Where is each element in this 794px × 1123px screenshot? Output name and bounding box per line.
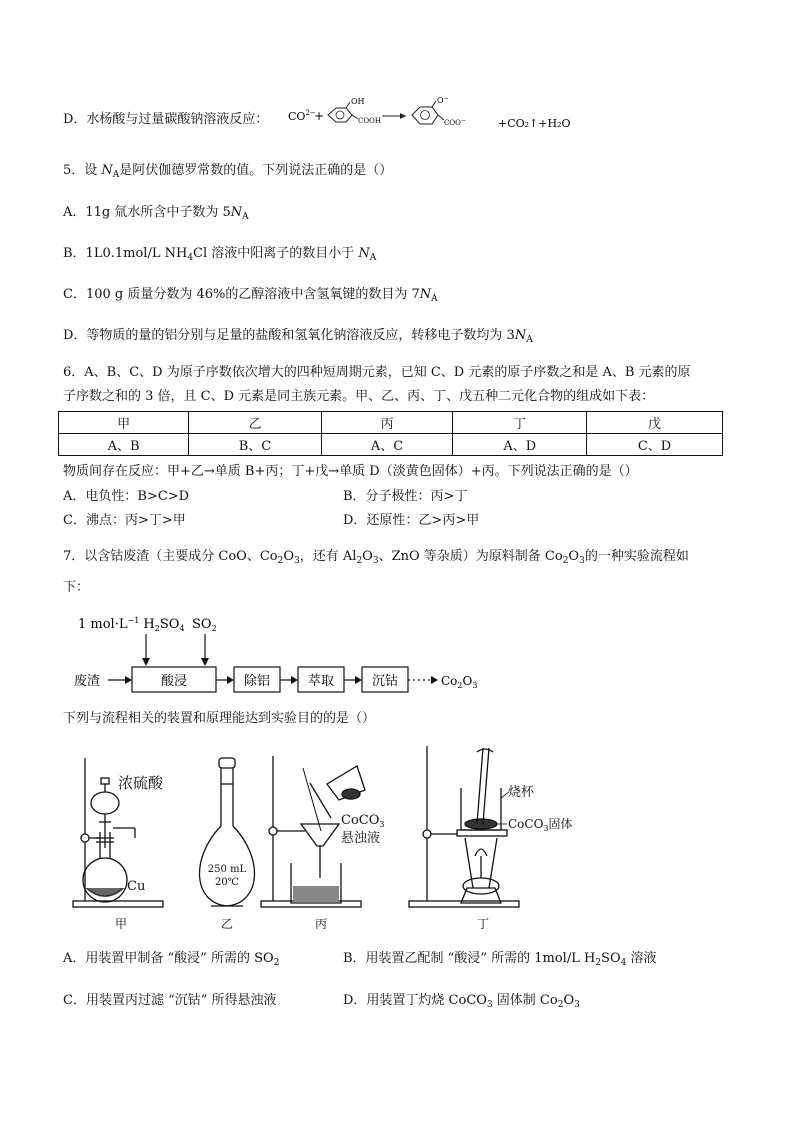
q6-stem-line1: 6．A、B、C、D 为原子序数依次增大的四种短周期元素，已知 C、D 元素的原子序数之和是 A、B 元素的原 [63,365,691,380]
svg-text:+: + [314,109,325,123]
table-cell: A、D [453,434,587,456]
svg-text:COO−: COO− [444,117,466,127]
flow-step-remove-al: 除铝 [243,674,271,689]
label-yi: 乙 [220,917,234,931]
q5-option-a: A．11g 氚水所含中子数为 $5N_A$ [63,205,249,222]
label-bing: 丙 [315,917,328,931]
q7-question: 下列与流程相关的装置和原理能达到实验目的的是（） [63,711,376,726]
q7-apparatus-figure [65,738,573,933]
flow-step-extraction: 萃取 [307,674,335,689]
label-coco3-suspension: CoCO$_3$ [341,813,385,829]
q7-option-d: D．用装置丁灼烧 CoCO$_3$ 固体制 $Co_2O_3$ [343,993,580,1010]
table-cell: B、C [189,434,321,456]
q6-option-a: A．电负性：B>C>D [63,489,190,504]
svg-text:COOH: COOH [358,117,381,125]
q7-option-c: C．用装置丙过滤 “沉钴” 所得悬浊液 [63,993,277,1008]
q5-option-b: B．1L0.1mol/L $NH_4Cl$ 溶液中阳离子的数目小于 $N_A$ [63,246,377,263]
q4-option-d: D．水杨酸与过量碳酸钠溶液反应： [63,112,269,127]
q7-option-b: B．用装置乙配制 “酸浸” 所需的 1mol/L $H_2SO_4$ 溶液 [343,951,657,968]
label-250ml: 250 mL [207,864,247,875]
table-header: 丁 [453,412,587,434]
svg-text:O−: O− [437,95,449,105]
q7-process-flowchart [70,610,510,700]
table-header-row [59,412,723,434]
q4-reaction-equation [286,94,586,136]
q6-stem-line2: 子序数之和的 3 倍，且 C、D 元素是同主族元素。甲、乙、丙、丁、戊五种二元化合物的组成如下表： [63,389,655,404]
table-header: 乙 [189,412,321,434]
flow-start-waste: 废渣 [74,674,101,689]
table-cell: C、D [587,434,723,456]
flow-reagent-acid: 1 $mol\cdot L^{-1}$ $H_2SO_4$ [78,616,185,633]
flow-product: $Co_2O_3$ [441,674,478,690]
table-header: 戊 [587,412,723,434]
label-beaker: 烧杯 [508,785,535,800]
label-ding: 丁 [477,917,490,931]
q6-compound-table [58,411,723,456]
q7-stem-line1: 7．以含钴废渣（主要成分 CoO、$Co_2O_3$，还有 $Al_2O_3$、ZnO 等杂质）为原料制备 $Co_2O_3$的一种实验流程如 [63,549,689,566]
flow-step-precipitate-co: 沉钴 [371,674,399,689]
flow-step-acid-leach: 酸浸 [160,674,188,689]
label-concentrated-h2so4: 浓硫酸 [118,774,164,792]
label-coco3-solid: CoCO$_3$固体 [508,817,573,833]
q7-stem-line2: 下： [63,580,90,595]
table-header: 甲 [59,412,189,434]
svg-text:CO2−: $CO^{2-}$ [288,109,316,123]
q6-option-d: D．还原性：乙>丙>甲 [343,513,480,528]
q5-option-c: C．100 g 质量分数为 46%的乙醇溶液中含氢氧键的数目为 $7N_A$ [63,287,438,304]
table-cell: A、B [59,434,189,456]
table-cell: A、C [321,434,453,456]
q7-option-a: A．用装置甲制备 “酸浸” 所需的 $SO_2$ [63,951,280,968]
q5-stem: 5．设 $N_A$是阿伏伽德罗常数的值。下列说法正确的是（） [63,163,393,180]
table-row [59,434,723,456]
svg-text:OH: OH [351,97,365,106]
svg-text:+CO₂↑+H₂O: +CO₂↑+H₂O [498,117,571,130]
q5-option-d: D．等物质的量的铝分别与足量的盐酸和氢氧化钠溶液反应，转移电子数均为 $3N_A$ [63,328,533,345]
q6-reaction-text: 物质间存在反应：甲+乙→单质 B+丙；丁+戊→单质 D（淡黄色固体）+丙。下列说法正确的是（） [63,464,638,479]
table-header: 丙 [321,412,453,434]
apparatus-ding [409,746,519,907]
q6-option-b: B．分子极性：丙>丁 [343,489,468,504]
label-suspension: 悬浊液 [341,831,381,846]
label-cu: Cu [127,879,146,894]
flow-reagent-so2: $SO_2$ [192,617,217,633]
label-20c: 20℃ [215,877,239,888]
q6-option-c: C．沸点：丙>丁>甲 [63,513,186,528]
label-jia: 甲 [115,917,128,931]
